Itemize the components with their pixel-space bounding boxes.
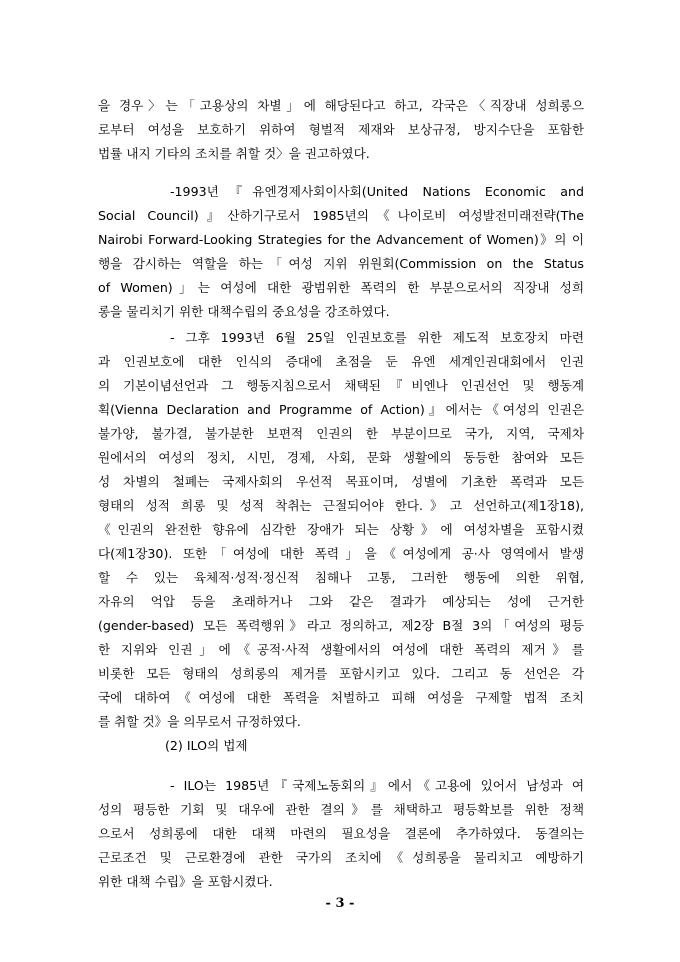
text-line: 근로조건 및 근로환경에 관한 국가의 조치에《성희롱을 물리치고 예방하기	[98, 850, 584, 865]
text-line: 행을 감시하는 역할을 하는「여성 지위 위원회(Commission on the Status	[98, 256, 584, 271]
paragraph-4	[98, 774, 584, 894]
section-heading: (2) ILO의 법제	[165, 738, 248, 753]
text-line: (gender-based) 모든 폭력행위》라고 정의하고, 제2장 B절 3의「여성의 평등	[98, 618, 584, 633]
paragraph-3	[98, 326, 584, 734]
text-line: 《인권의 완전한 향유에 심각한 장애가 되는 상황》에 여성차별을 포함시켰	[98, 522, 584, 537]
text-line: 자유의 억압 등을 초래하거나 그와 같은 결과가 예상되는 성에 근거한	[98, 594, 584, 609]
text-line: 으로서 성희롱에 대한 대책 마련의 필요성을 결론에 추가하였다. 동결의는	[98, 826, 584, 841]
text-line: 국에 대하여《여성에 대한 폭력을 처벌하고 피해 여성을 구제할 법적 조치	[98, 690, 584, 705]
text-line: of Women)」는 여성에 대한 광범위한 폭력의 한 부분으로서의 직장내 성희	[98, 280, 584, 295]
text-line: 롱을 물리치기 위한 대책수립의 중요성을 강조하였다.	[98, 304, 390, 319]
text-line: 법률 내지 기타의 조치를 취할 것〉을 권고하였다.	[98, 146, 370, 161]
text-line: 과 인권보호에 대한 인식의 증대에 초점을 둔 유엔 세계인권대회에서 인권	[98, 354, 584, 369]
text-line: 할 수 있는 육체적·성적·정신적 침해나 고통, 그러한 행동에 의한 위협,	[98, 570, 584, 585]
text-line: - 그후 1993년 6월 25일 인권보호를 위한 제도적 보호장치 마련	[170, 330, 584, 345]
text-line: 불가양, 불가결, 불가분한 보편적 인권의 한 부분이므로 국가, 지역, 국제차	[98, 426, 584, 441]
text-line: 성 차별의 철폐는 국제사회의 우선적 목표이며, 성별에 기초한 폭력과 모든	[98, 474, 584, 489]
text-line: Social Council)』산하기구로서 1985년의《나이로비 여성발전미래전략(The	[98, 208, 584, 223]
text-line: 위한 대책 수립》을 포함시켰다.	[98, 874, 273, 889]
text-line: - ILO는 1985년『국제노동회의』에서《고용에 있어서 남성과 여	[170, 778, 584, 793]
text-line: 을 경우〉는「고용상의 차별」에 해당된다고 하고, 각국은〈직장내 성희롱으	[98, 98, 584, 113]
text-line: 비롯한 모든 형태의 성희롱의 제거를 포함시키고 있다. 그리고 동 선언은 각	[98, 666, 584, 681]
text-line: 원에서의 여성의 정치, 시민, 경제, 사회, 문화 생활에의 동등한 참여와 모든	[98, 450, 584, 465]
text-line: 다(제1장30). 또한「여성에 대한 폭력」을《여성에게 공·사 영역에서 발생	[98, 546, 584, 561]
paragraph-2	[98, 180, 584, 324]
paragraph-1	[98, 94, 584, 166]
page-number: - 3 -	[325, 896, 355, 911]
text-line: 한 지위와 인권」에《공적·사적 생활에서의 여성에 대한 폭력의 제거》를	[98, 642, 584, 657]
text-line: -1993년『유엔경제사회이사회(United Nations Economic and	[170, 184, 584, 199]
text-line: 의 기본이념선언과 그 행동지침으로서 채택된『비엔나 인권선언 및 행동계	[98, 378, 584, 393]
text-line: 형태의 성적 희롱 및 성적 착취는 근절되어야 한다.》고 선언하고(제1장18),	[98, 498, 584, 513]
text-line: 로부터 여성을 보호하기 위하여 형벌적 제재와 보상규정, 방지수단을 포함한	[98, 122, 584, 137]
text-line: 획(Vienna Declaration and Programme of Action)』에서는《여성의 인권은	[98, 402, 584, 417]
text-line: Nairobi Forward-Looking Strategies for the Advancement of Women)》의 이	[98, 232, 584, 247]
text-line: 를 취할 것》을 의무로서 규정하였다.	[98, 714, 301, 729]
text-line: 성의 평등한 기회 및 대우에 관한 결의》를 채택하고 평등확보를 위한 정책	[98, 802, 584, 817]
